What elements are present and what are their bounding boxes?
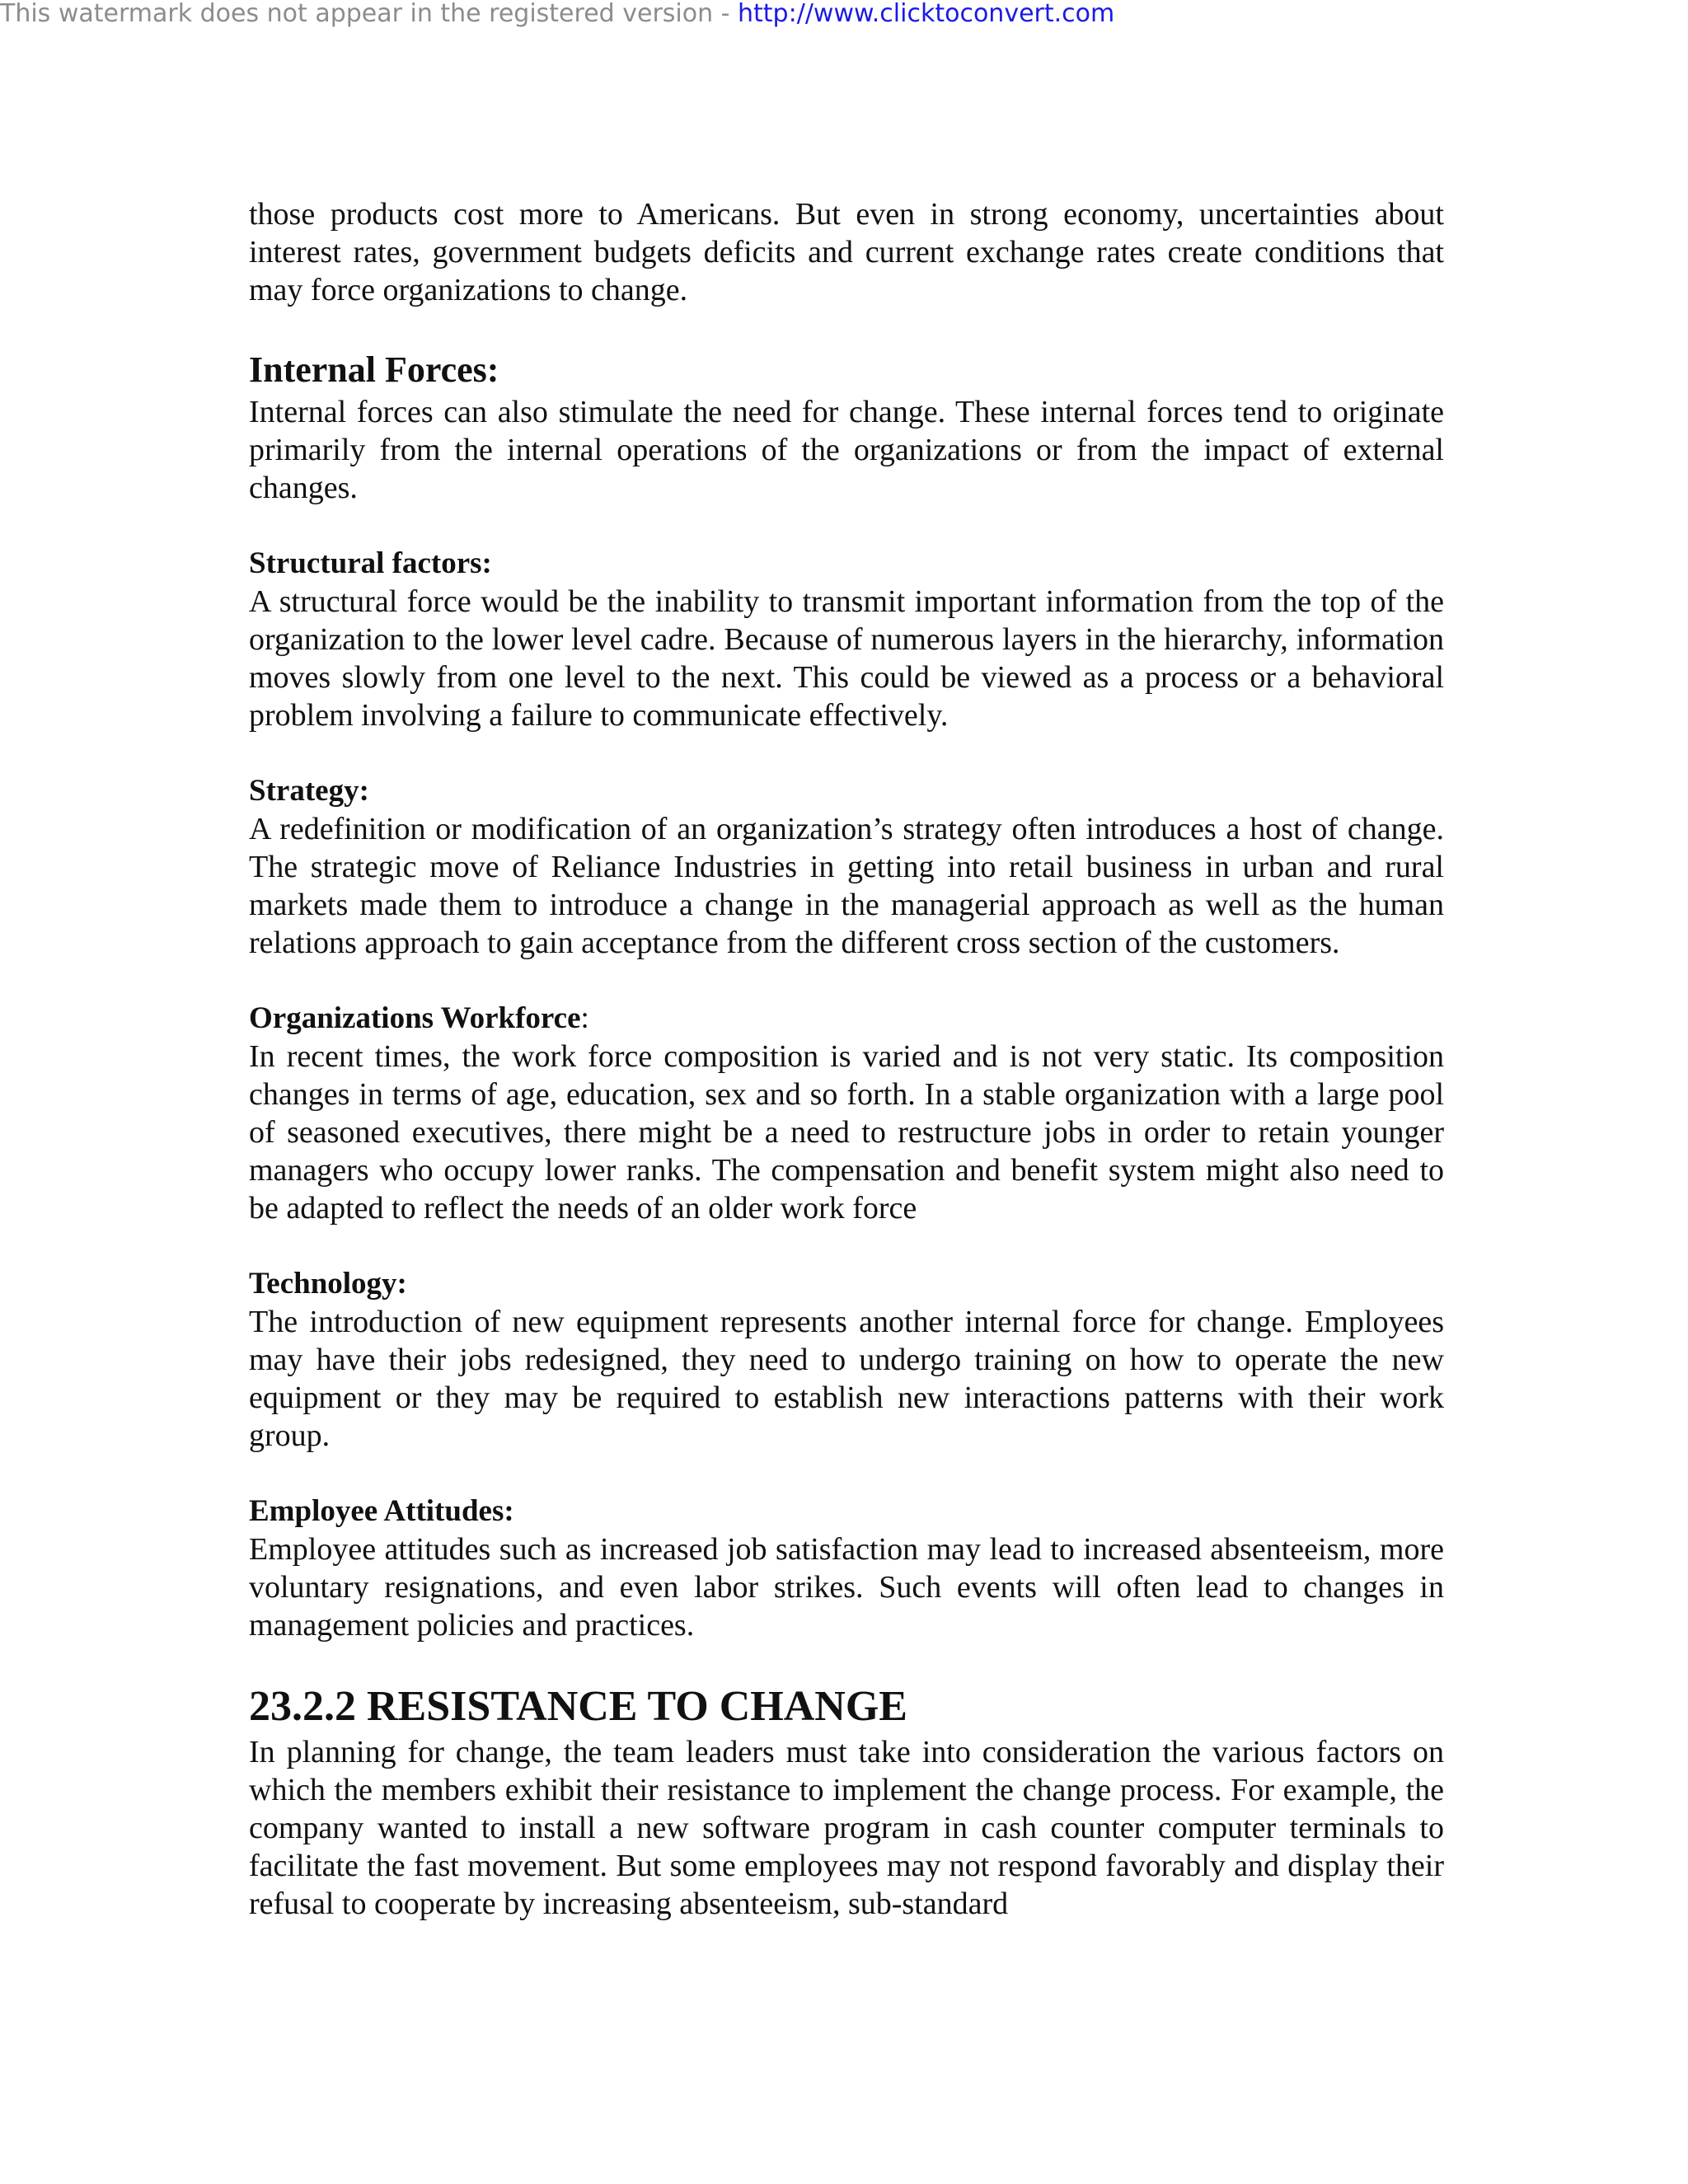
- employee-attitudes-heading: Employee Attitudes:: [249, 1494, 514, 1528]
- internal-forces-text: Internal forces can also stimulate the need for change. These internal forces tend to originate primarily from the internal operations of the organizations or from the impact of external changes.: [249, 395, 1444, 505]
- workforce-heading-colon: :: [580, 1001, 589, 1035]
- watermark-text: This watermark does not appear in the registered version -: [0, 0, 738, 28]
- workforce-heading-label: Organizations Workforce: [249, 1001, 581, 1035]
- intro-paragraph: those products cost more to Americans. But even in strong economy, uncertainties about interest rates, government budgets deficits and current exchange rates create conditions that may force organizations to change.: [249, 197, 1444, 307]
- workforce-heading: [249, 1000, 1444, 1038]
- employee-attitudes-text: Employee attitudes such as increased job satisfaction may lead to increased absenteeism, more voluntary resignations, and even labor strikes. Such events will often lead to changes in management policies and practices.: [249, 1532, 1444, 1643]
- resistance-text: In planning for change, the team leaders must take into consideration the various factors on which the members exhibit their resistance to implement the change process. For example, the company wanted to install a new software program in cash counter computer terminals to facilitate the fast movement. But some employees may not respond favorably and display their refusal to cooperate by increasing absenteeism, sub-standard: [249, 1735, 1444, 1921]
- resistance-heading: 23.2.2 RESISTANCE TO CHANGE: [249, 1683, 907, 1730]
- watermark: [0, 0, 1114, 28]
- strategy-heading: Strategy:: [249, 774, 369, 808]
- watermark-link[interactable]: http://www.clicktoconvert.com: [738, 0, 1115, 28]
- technology-text: The introduction of new equipment represents another internal force for change. Employees may have their jobs redesigned, they need to undergo training on how to operate the new equipment or they may be required to establish new interactions patterns with their work group.: [249, 1305, 1444, 1453]
- structural-factors-text: A structural force would be the inability to transmit important information from the top of the organization to the lower level cadre. Because of numerous layers in the hierarchy, information moves slowly from one level to the next. This could be viewed as a process or a behavioral problem involving a failure to communicate effectively.: [249, 584, 1444, 733]
- internal-forces-heading: Internal Forces:: [249, 349, 499, 390]
- workforce-text: In recent times, the work force composition is varied and is not very static. Its composition changes in terms of age, education, sex and so forth. In a stable organization with a large pool of seasoned executives, there might be a need to restructure jobs in order to retain younger managers who occupy lower ranks. The compensation and benefit system might also need to be adapted to reflect the needs of an older work force: [249, 1039, 1444, 1226]
- strategy-text: A redefinition or modification of an organization’s strategy often introduces a host of change. The strategic move of Reliance Industries in getting into retail business in urban and rural markets made them to introduce a change in the managerial approach as well as the human relations approach to gain acceptance from the different cross section of the customers.: [249, 812, 1444, 960]
- page-content: [249, 195, 1444, 1923]
- structural-factors-heading: Structural factors:: [249, 546, 492, 580]
- technology-heading: Technology:: [249, 1267, 407, 1301]
